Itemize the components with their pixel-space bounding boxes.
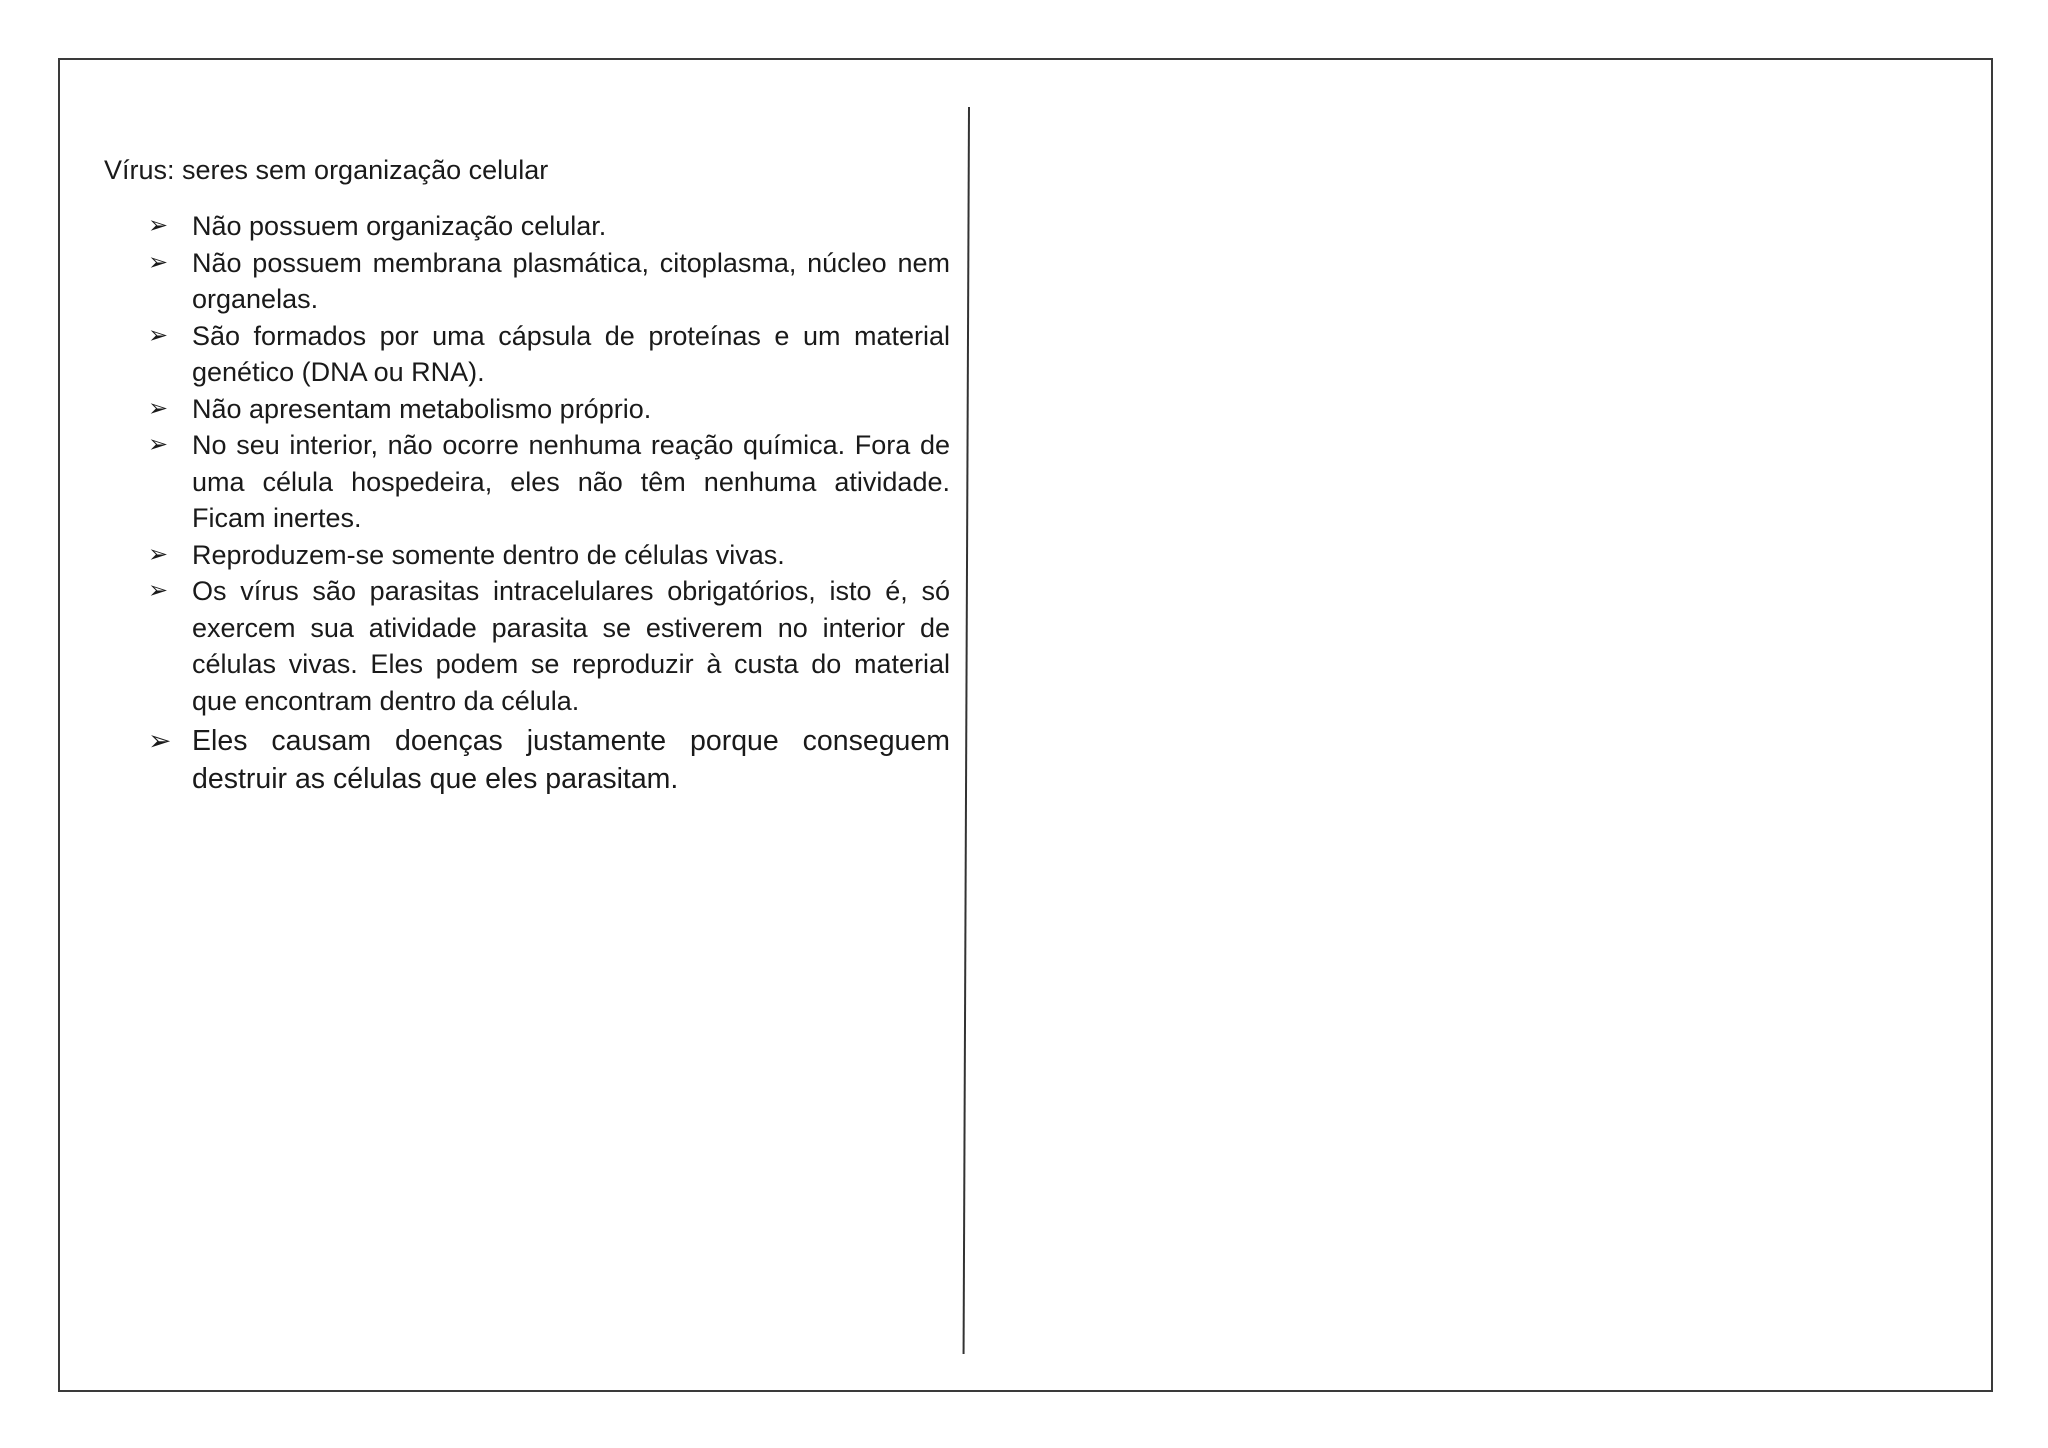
list-item [148,722,950,798]
list-item [148,245,950,318]
page-heading: Vírus: seres sem organização celular [104,155,549,185]
list-item-text: Eles causam doenças justamente porque conseguem destruir as células que eles parasitam. [192,725,950,795]
arrow-right-icon: ➢ [148,431,169,458]
left-column [104,152,950,798]
list-item [148,391,950,428]
list-item [148,573,950,719]
arrow-right-icon: ➢ [148,212,169,239]
list-item [148,208,950,245]
list-item-text: Os vírus são parasitas intracelulares obrigatórios, isto é, só exercem sua atividade parasita se estiverem no interior de células vivas. Eles podem se reproduzir à custa do material que encontram dentro da célula. [192,576,950,716]
arrow-right-icon: ➢ [148,248,169,276]
arrow-right-icon: ➢ [148,577,169,604]
arrow-right-icon: ➢ [148,540,169,568]
list-item-text: São formados por uma cápsula de proteínas e um material genético (DNA ou RNA). [192,320,950,387]
bullet-list [104,208,950,798]
list-item-text: Reproduzem-se somente dentro de células vivas. [192,539,785,570]
list-item [148,318,950,391]
list-item-text: Não possuem membrana plasmática, citoplasma, núcleo nem organelas. [192,247,950,314]
list-item-text: No seu interior, não ocorre nenhuma reação química. Fora de uma célula hospedeira, eles não têm nenhuma atividade. Ficam inertes. [192,430,950,533]
list-item-text: Não possuem organização celular. [192,211,607,241]
arrow-right-icon: ➢ [148,321,169,349]
list-item [148,537,950,574]
list-item [148,427,950,537]
arrow-right-icon: ➢ [148,725,172,756]
arrow-right-icon: ➢ [148,394,169,422]
list-item-text: Não apresentam metabolismo próprio. [192,393,652,424]
